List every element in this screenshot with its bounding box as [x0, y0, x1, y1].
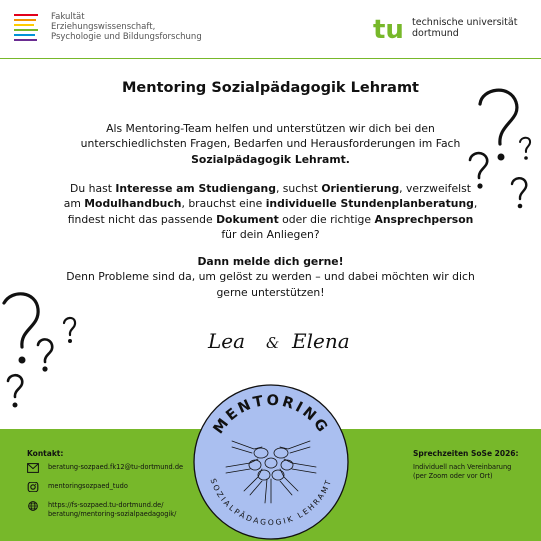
- question-marks-left-icon: [0, 285, 90, 415]
- contact-website[interactable]: [27, 501, 176, 518]
- office-hours-line: (per Zoom oder vor Ort): [413, 471, 493, 480]
- call-to-action-paragraph: [60, 254, 481, 300]
- call-to-action-text: Denn Probleme sind da, um gelöst zu werden – und dabei möchten wir dich gerne unterstützen!: [66, 270, 475, 299]
- university-name: [412, 18, 517, 39]
- badge-top-text: MENTORING: [210, 392, 332, 438]
- header-divider: [0, 58, 541, 59]
- intro-subject: Sozialpädagogik Lehramt.: [191, 152, 350, 166]
- badge-bottom-text: SOZIALPÄDAGOGIK LEHRAMT: [208, 477, 334, 528]
- questions-text: , findest nicht das passende: [67, 197, 478, 226]
- globe-icon: [27, 501, 39, 511]
- signature-name-elena: Elena: [292, 329, 350, 353]
- office-hours-line: Individuell nach Vereinbarung: [413, 463, 512, 471]
- faculty-name: [51, 12, 202, 42]
- questions-text: , suchst: [275, 182, 322, 195]
- tu-dortmund-logo: [373, 17, 409, 41]
- questions-text: , brauchst eine: [181, 197, 266, 211]
- faculty-name-line: Erziehungswissenschaft,: [51, 22, 156, 32]
- office-hours-heading: Sprechzeiten SoSe 2026:: [413, 449, 519, 458]
- faculty-name-line: Fakultät: [51, 12, 85, 22]
- contact-email[interactable]: [27, 463, 183, 473]
- intro-text: Als Mentoring-Team helfen und unterstützen wir dich bei den unterschiedlichsten Fragen, Bedarfen und Herausforderungen im Fach: [80, 122, 461, 151]
- questions-highlight: Ansprechperson: [374, 212, 474, 226]
- website-url[interactable]: [48, 501, 176, 518]
- website-url-line[interactable]: beratung/mentoring-sozialpaedagogik/: [48, 509, 177, 518]
- university-name-line: dortmund: [412, 27, 459, 39]
- university-name-line: technische universität: [412, 17, 518, 28]
- intro-paragraph: [60, 121, 481, 167]
- instagram-icon: [27, 482, 39, 492]
- signature-name-lea: Lea: [208, 329, 246, 353]
- questions-text: Du hast: [70, 182, 116, 195]
- signature: [200, 318, 360, 358]
- call-to-action-heading: Dann melde dich gerne!: [197, 255, 344, 268]
- questions-highlight: Modulhandbuch: [84, 197, 182, 211]
- page-title: Mentoring Sozialpädagogik Lehramt: [121, 80, 419, 96]
- office-hours-text: [413, 463, 533, 480]
- tu-logo-mark: tu: [373, 17, 404, 41]
- envelope-icon: [27, 463, 39, 473]
- instagram-handle[interactable]: mentoringsozpaed_tudo: [48, 482, 128, 490]
- website-url-line[interactable]: https://fs-sozpaed.tu-dortmund.de/: [48, 501, 164, 509]
- questions-highlight: Orientierung: [321, 182, 400, 195]
- questions-text: , verzweifelst am: [63, 182, 471, 211]
- questions-highlight: Interesse am Studiengang: [115, 182, 276, 195]
- questions-paragraph: [60, 181, 481, 243]
- contact-instagram[interactable]: [27, 482, 128, 492]
- questions-highlight: individuelle Stundenplanberatung: [265, 197, 474, 211]
- signature-ampersand: &: [266, 334, 280, 352]
- faculty-logo: [14, 14, 38, 40]
- faculty-name-line: Psychologie und Bildungsforschung: [51, 32, 202, 42]
- contact-heading: Kontakt:: [27, 449, 64, 458]
- questions-text: oder die richtige: [278, 212, 375, 226]
- questions-highlight: Dokument: [216, 212, 279, 226]
- email-address[interactable]: beratung-sozpaed.fk12@tu-dortmund.de: [48, 463, 184, 471]
- questions-text: für dein Anliegen?: [221, 228, 320, 242]
- mentoring-badge: [192, 383, 350, 541]
